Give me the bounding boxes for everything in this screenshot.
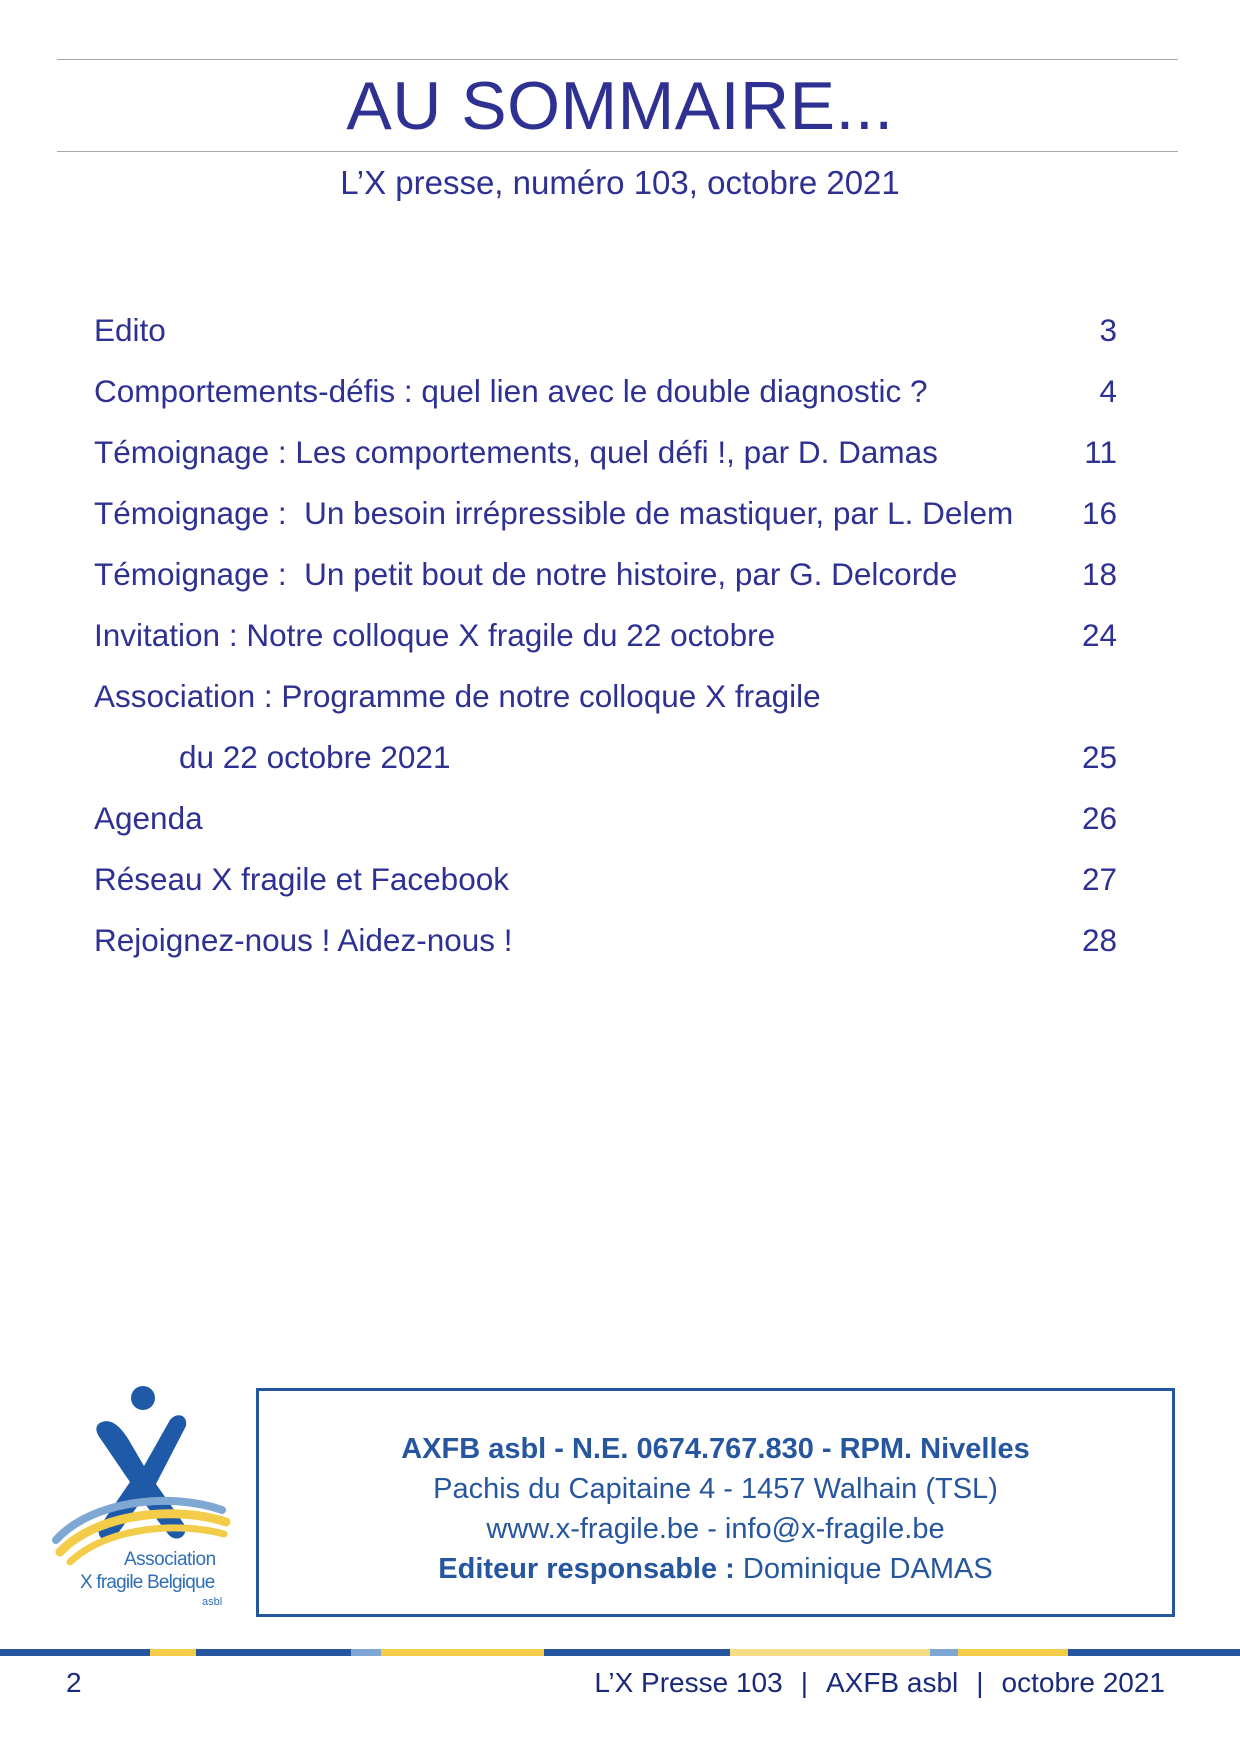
footer-separator: |	[800, 1667, 808, 1698]
toc-entry-title: Témoignage : Un petit bout de notre histoire, par G. Delcorde	[94, 556, 958, 592]
editor-line	[259, 1549, 1172, 1589]
title-rule	[57, 151, 1178, 152]
footer-color-bar	[0, 1649, 1240, 1656]
footer-separator: |	[976, 1667, 984, 1698]
toc-entry-title: Association : Programme de notre colloque X fragile	[94, 678, 821, 714]
toc-entry[interactable]	[94, 915, 1117, 976]
toc-entry-page: 25	[1081, 739, 1117, 775]
toc-entry-page: 18	[1081, 556, 1117, 592]
toc-entry-title: Témoignage : Un besoin irrépressible de mastiquer, par L. Delem	[94, 495, 1014, 531]
toc-entry-page: 24	[1081, 617, 1117, 653]
toc-entry-title: Témoignage : Les comportements, quel défi !, par D. Damas	[94, 434, 938, 470]
toc-entry[interactable]	[94, 854, 1117, 915]
toc-entry-title: Agenda	[94, 800, 203, 836]
logo-text-association: Association	[124, 1549, 216, 1570]
toc-entry-page: 26	[1081, 800, 1117, 836]
legal-info: AXFB asbl - N.E. 0674.767.830 - RPM. Nivelles	[401, 1433, 1030, 1465]
logo-text-name: X fragile Belgique	[80, 1572, 215, 1593]
toc-entry-page: 4	[1099, 373, 1117, 409]
toc-entry-title: Comportements-défis : quel lien avec le double diagnostic ?	[94, 373, 928, 409]
toc-entry-title: Rejoignez-nous ! Aidez-nous !	[94, 922, 513, 958]
page-subtitle: L’X presse, numéro 103, octobre 2021	[340, 164, 900, 201]
toc-entry-page: 16	[1081, 495, 1117, 531]
toc-entry-page: 3	[1099, 312, 1117, 348]
contact-links[interactable]: www.x-fragile.be - info@x-fragile.be	[486, 1513, 945, 1545]
toc-entry[interactable]	[94, 427, 1117, 488]
toc-entry[interactable]	[94, 793, 1117, 854]
footer-association: AXFB asbl	[825, 1667, 959, 1698]
footer-date: octobre 2021	[1001, 1667, 1165, 1698]
page-title: AU SOMMAIRE...	[346, 68, 894, 144]
publisher-info-box	[256, 1388, 1175, 1617]
association-logo	[52, 1384, 237, 1624]
address: Pachis du Capitaine 4 - 1457 Walhain (TSL)	[433, 1473, 998, 1505]
table-of-contents	[94, 305, 1117, 976]
logo-text-asbl: asbl	[202, 1596, 223, 1608]
toc-entry[interactable]	[94, 610, 1117, 671]
toc-entry[interactable]	[94, 488, 1117, 549]
toc-entry[interactable]	[94, 305, 1117, 366]
toc-entry-title: Réseau X fragile et Facebook	[94, 861, 509, 897]
footer-info	[594, 1663, 1165, 1703]
toc-entry-title: Invitation : Notre colloque X fragile du 22 octobre	[94, 617, 776, 653]
toc-entry-page: 27	[1081, 861, 1117, 897]
toc-entry-page: 11	[1084, 434, 1117, 470]
page-number: 2	[66, 1667, 82, 1698]
editor-label: Editeur responsable :	[438, 1553, 735, 1585]
toc-entry-page: 28	[1081, 922, 1117, 958]
toc-entry-title: du 22 octobre 2021	[179, 739, 451, 775]
toc-entry[interactable]	[94, 549, 1117, 610]
toc-entry-continuation[interactable]	[94, 732, 1117, 793]
toc-entry-title: Edito	[94, 312, 166, 348]
top-rule	[57, 59, 1178, 60]
toc-entry[interactable]	[94, 366, 1117, 427]
footer-publication: L’X Presse 103	[594, 1667, 783, 1698]
editor-name: Dominique DAMAS	[742, 1553, 993, 1585]
toc-entry[interactable]	[94, 671, 1117, 732]
